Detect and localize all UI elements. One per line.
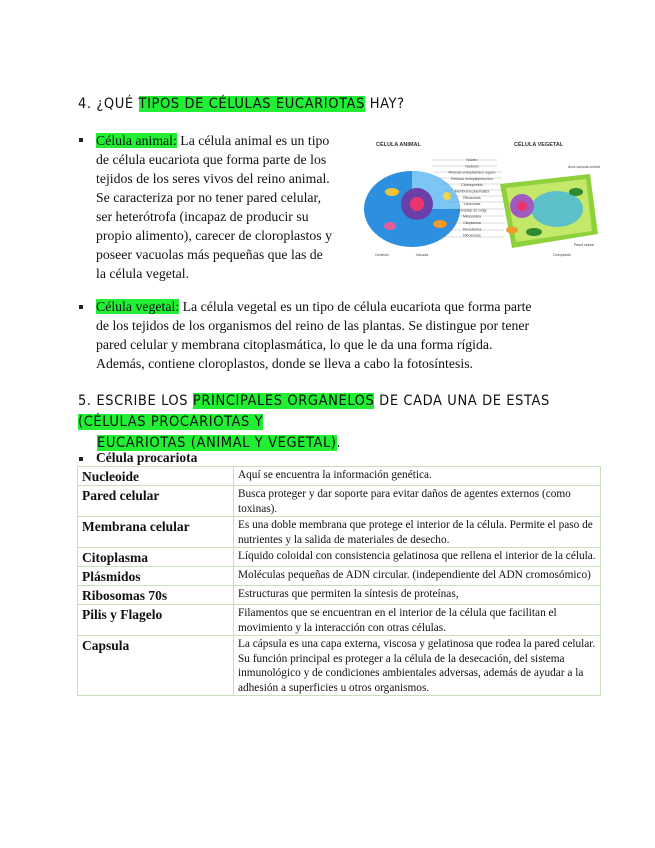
diagram-label: Lisosomas	[463, 202, 481, 207]
diagram-label: Membrana plasmática	[454, 189, 490, 194]
bullet-procariota	[79, 457, 83, 461]
bullet-vegetal	[79, 305, 83, 309]
table-row	[78, 486, 601, 517]
diagram-side-label: Cloroplasto	[553, 253, 571, 257]
section-number: 5.	[78, 393, 92, 409]
table-row	[78, 567, 601, 586]
diagram-label: Complejo de Golgi	[457, 208, 487, 213]
animal-line: ser heterótrofa (incapaz de producir su	[96, 209, 309, 224]
heading-highlight: (CÉLULAS PROCARIOTAS Y	[78, 414, 264, 430]
diagram-label: Ribosomas	[463, 195, 481, 200]
vegetal-term: Célula vegetal:	[96, 299, 180, 314]
organelle-name: Membrana celular	[78, 517, 234, 548]
diagram-label: Nucléolo	[465, 164, 479, 169]
diagram-side-label: Centriolo	[374, 253, 390, 257]
organelle-name: Pared celular	[78, 486, 234, 517]
animal-term: Célula animal:	[96, 133, 177, 148]
animal-line: La célula animal es un tipo	[176, 133, 330, 148]
diagram-label: Peroxisoma	[462, 227, 482, 232]
organelle-description: Es una doble membrana que protege el interior de la célula. Permite el paso de nutrientes y la salida de materiales de desecho.	[234, 517, 601, 548]
cell-illustration	[362, 134, 602, 260]
organelle-name: Capsula	[78, 636, 234, 696]
diagram-label: Mitocondria	[462, 214, 482, 219]
diagram-label: Retículo endoplásmico rugoso	[448, 170, 496, 175]
heading-text-end: HAY?	[364, 96, 405, 112]
table-row	[78, 586, 601, 605]
heading-text: ¿QUÉ	[96, 96, 139, 112]
diagram-label: Retículo endoplásmico liso	[451, 176, 493, 181]
diagram-label: Ribosomas	[463, 233, 481, 238]
animal-line: tejidos de los seres vivos del reino animal.	[96, 171, 330, 186]
organelle-description: Estructuras que permiten la síntesis de proteínas,	[234, 586, 601, 605]
heading-highlight: EUCARIOTAS (ANIMAL Y VEGETAL)	[97, 435, 337, 451]
organelle-description: Busca proteger y dar soporte para evitar daños de agentes externos (como toxinas).	[234, 486, 601, 517]
vegetal-line: La célula vegetal es un tipo de célula eucariota que forma parte	[179, 299, 532, 314]
organelle-description: Aquí se encuentra la información genética.	[234, 467, 601, 486]
animal-line: Se caracteriza por no tener pared celular,	[96, 190, 322, 205]
table-row	[78, 467, 601, 486]
heading-highlight: TIPOS DE CÉLULAS EUCARIOTAS	[138, 96, 365, 112]
organelle-name: Pilis y Flagelo	[78, 605, 234, 636]
cell-diagram	[362, 134, 602, 260]
vegetal-paragraph	[96, 297, 606, 373]
organelle-description: Moléculas pequeñas de ADN circular. (independiente del ADN cromosómico)	[234, 567, 601, 586]
section-number: 4.	[78, 96, 92, 112]
heading-highlight: PRINCIPALES ORGANELOS	[192, 393, 375, 409]
table-row	[78, 548, 601, 567]
vegetal-line: Además, contiene cloroplastos, donde se lleva a cabo la fotosíntesis.	[96, 356, 474, 371]
organelle-name: Citoplasma	[78, 548, 234, 567]
animal-cell-title: CÉLULA ANIMAL	[376, 142, 421, 148]
organelle-table	[77, 466, 601, 696]
organelle-name: Nucleoide	[78, 467, 234, 486]
table-row	[78, 517, 601, 548]
animal-line: poseer vacuolas más pequeñas que las de	[96, 247, 323, 262]
organelle-name: Ribosomas 70s	[78, 586, 234, 605]
organelle-description: Filamentos que se encuentran en el interior de la célula que facilitan el movimiento y la interacción con otras células.	[234, 605, 601, 636]
heading-text: ESCRIBE LOS	[96, 393, 193, 409]
animal-line: de célula eucariota que forma parte de los	[96, 152, 327, 167]
vegetal-line: pared celular y membrana citoplasmática, lo que le da una forma rígida.	[96, 337, 493, 352]
procariota-label: Célula procariota	[96, 450, 198, 465]
vegetal-line: de los tejidos de los organismos del reino de las plantas. Se distingue por tener	[96, 318, 530, 333]
diagram-side-label: Vacuola	[415, 253, 429, 257]
organelle-description: La cápsula es una capa externa, viscosa y gelatinosa que rodea la pared celular. Su función principal es proteger a la célula de la desecación, del sistema inmunológico y de condiciones ambientales adversas, además de ayudar a la adhesión a superficies u otros organismos.	[234, 636, 601, 696]
plant-cell-title: CÉLULA VEGETAL	[514, 142, 564, 148]
diagram-side-label: Pared celular	[573, 243, 595, 247]
animal-paragraph	[96, 131, 358, 283]
animal-line: propio alimento), carecer de cloroplastos y	[96, 228, 332, 243]
section-4-heading	[78, 96, 405, 112]
organelle-name: Plásmidos	[78, 567, 234, 586]
heading-text-end: .	[336, 435, 342, 451]
diagram-label: Citoesqueleto	[461, 183, 483, 188]
diagram-side-label: Área vacuola central	[568, 165, 600, 169]
heading-text: DE CADA UNA DE ESTAS	[374, 393, 550, 409]
section-5-heading	[78, 391, 608, 454]
diagram-label: Citoplasma	[463, 221, 481, 225]
diagram-label: Núcleo	[466, 158, 478, 162]
animal-line: la célula vegetal.	[96, 266, 190, 281]
table-row	[78, 605, 601, 636]
organelle-description: Líquido coloidal con consistencia gelatinosa que rellena el interior de la célula.	[234, 548, 601, 567]
bullet-animal	[79, 138, 83, 142]
table-row	[78, 636, 601, 696]
